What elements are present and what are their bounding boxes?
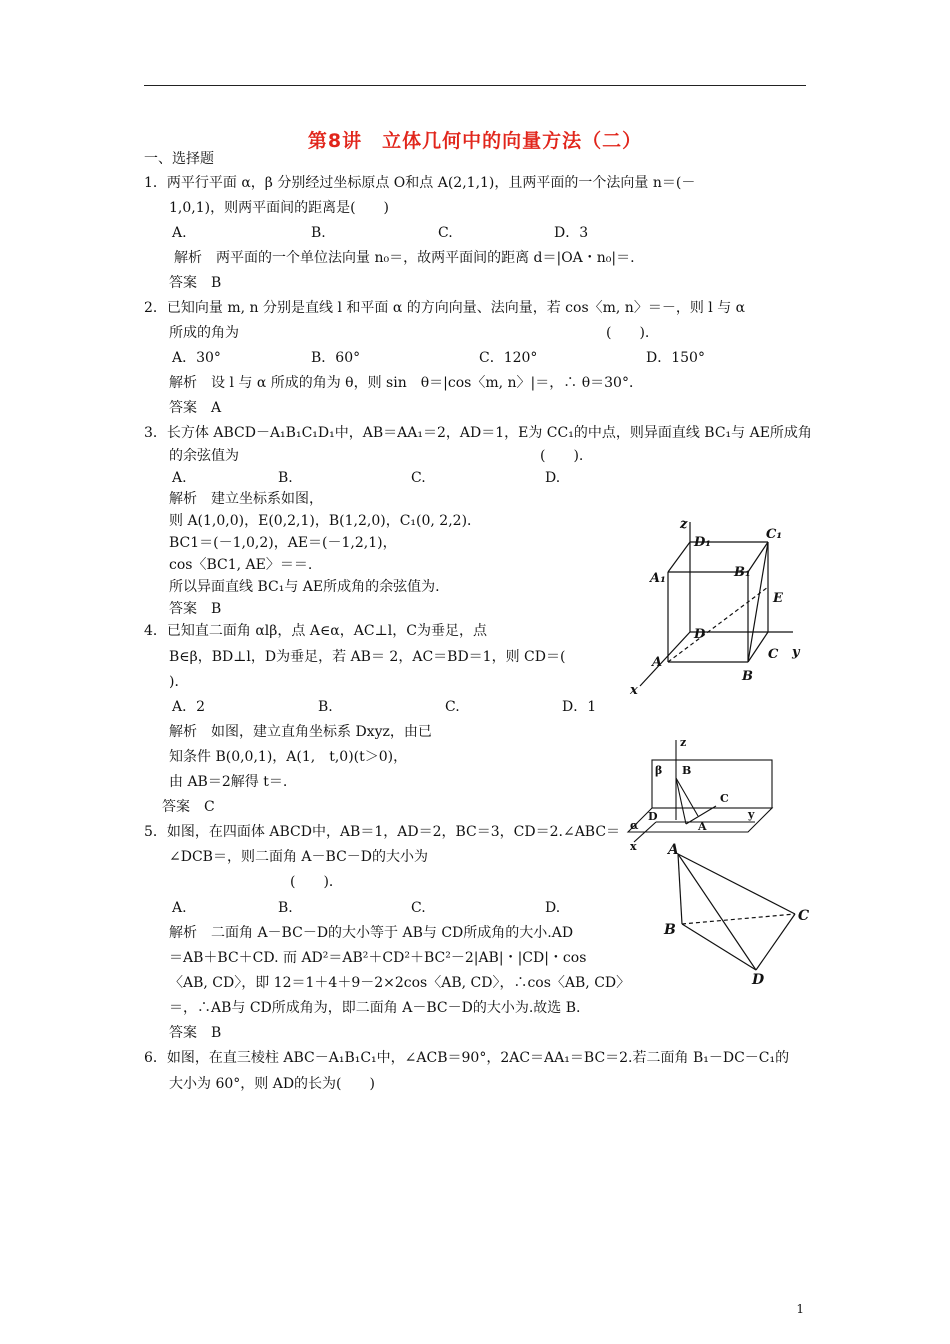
q4-option-d: D．1 (562, 699, 597, 715)
q1-analysis: 解析 两平面的一个单位法向量 n₀＝，故两平面间的距离 d＝|OA・n₀|＝. (174, 250, 635, 266)
q5-option-c: C. (411, 900, 426, 916)
q1-answer: 答案 B (169, 275, 222, 291)
q2-option-a: A．30° (172, 350, 221, 366)
q3-analysis-2: 则 A(1,0,0)，E(0,2,1)，B(1,2,0)，C₁(0, 2,2)． (169, 513, 482, 529)
page-number: 1 (796, 1302, 804, 1316)
q5-analysis-2: ＝AB＋BC＋CD. 而 AD²＝AB²＋CD²＋BC²－2|AB|・|CD|・cos (169, 950, 587, 966)
q5-option-d: D. (545, 900, 561, 916)
q2-option-c: C．120° (479, 350, 538, 366)
q3-option-a: A. (172, 470, 187, 486)
q3-answer: 答案 B (169, 601, 222, 617)
q3-line1: 3．长方体 ABCD－A₁B₁C₁D₁中，AB＝AA₁＝2，AD＝1，E为 CC₁的中点，则异面直线 BC₁与 AE所成角 (144, 425, 812, 441)
q2-answer: 答案 A (169, 400, 222, 416)
q4-analysis-3: 由 AB＝2解得 t＝. (169, 774, 288, 790)
fig2-label-c: C (720, 792, 729, 805)
q5-analysis-1: 解析 二面角 A－BC－D的大小等于 AB与 CD所成角的大小.AD (169, 925, 574, 941)
q5-analysis-4: ＝，∴AB与 CD所成角为，即二面角 A－BC－D的大小为.故选 B. (169, 1000, 581, 1016)
q1-option-d: D．3 (554, 225, 589, 241)
fig2-label-a: A (698, 820, 707, 833)
q3-analysis-1: 解析 建立坐标系如图， (169, 491, 323, 507)
q3-paren: ( ). (540, 448, 584, 464)
fig1-label-a1: A₁ (650, 571, 666, 586)
q3-option-c: C. (411, 470, 426, 486)
q5-paren: ( )． (290, 874, 343, 890)
q1-line2: 1,0,1)，则两平面间的距离是( ) (169, 200, 390, 216)
q3-option-b: B. (278, 470, 293, 486)
tetrahedron-figure (660, 842, 820, 988)
fig1-label-b1: B₁ (734, 565, 751, 580)
q3-option-d: D. (545, 470, 561, 486)
header-rule (144, 85, 806, 86)
fig1-label-d1: D₁ (694, 535, 711, 550)
q4-option-c: C. (445, 699, 460, 715)
cuboid-figure (618, 512, 818, 700)
q3-analysis-5: 所以异面直线 BC₁与 AE所成角的余弦值为. (169, 579, 440, 595)
q2-option-b: B．60° (311, 350, 361, 366)
fig1-label-e: E (773, 591, 783, 606)
q4-option-b: B. (318, 699, 333, 715)
q4-line2: B∈β，BD⊥l，D为垂足，若 AB＝ 2，AC＝BD＝1，则 CD＝( (169, 649, 566, 665)
q6-line1: 6．如图，在直三棱柱 ABC－A₁B₁C₁中，∠ACB＝90°，2AC＝AA₁＝BC＝2.若二面角 B₁－DC－C₁的 (144, 1050, 790, 1066)
fig3-label-b: B (664, 922, 676, 938)
fig1-label-x: x (630, 683, 638, 698)
fig2-label-x: x (630, 840, 637, 853)
fig1-label-c: C (768, 647, 779, 662)
q6-line2: 大小为 60°，则 AD的长为( ) (169, 1076, 375, 1092)
q2-paren: ( ). (606, 325, 650, 341)
q5-option-a: A. (172, 900, 187, 916)
q1-option-c: C. (438, 225, 453, 241)
fig1-label-a: A (652, 655, 663, 670)
section-heading: 一、选择题 (144, 151, 214, 167)
q4-line1: 4．已知直二面角 αlβ，点 A∈α，AC⊥l，C为垂足，点 (144, 623, 487, 639)
q3-analysis-4: cos〈BC1, AE〉＝＝. (169, 557, 313, 573)
q4-analysis-1: 解析 如图，建立直角坐标系 Dxyz，由已 (169, 724, 432, 740)
dihedral-figure (620, 734, 775, 854)
q3-analysis-3: BC1＝(－1,0,2)，AE＝(－1,2,1)， (169, 535, 397, 551)
fig2-label-d: D (648, 810, 658, 823)
fig2-label-z: z (680, 736, 687, 749)
fig1-label-c1: C₁ (766, 527, 783, 542)
q1-option-a: A. (172, 225, 187, 241)
fig2-label-y: y (748, 808, 755, 821)
q4-answer: 答案 C (162, 799, 215, 815)
q4-option-a: A．2 (172, 699, 206, 715)
lesson-title: 第8讲 立体几何中的向量方法（二） (307, 130, 643, 152)
q5-option-b: B. (278, 900, 293, 916)
q2-line1: 2．已知向量 m, n 分别是直线 l 和平面 α 的方向向量、法向量，若 cos〈m, n〉＝－，则 l 与 α (144, 300, 746, 316)
fig3-label-a: A (668, 842, 679, 858)
q1-option-b: B. (311, 225, 326, 241)
q2-option-d: D．150° (646, 350, 705, 366)
fig2-label-b: B (682, 764, 692, 777)
q5-answer: 答案 B (169, 1025, 222, 1041)
fig2-label-alpha: α (630, 819, 639, 832)
q2-analysis: 解析 设 l 与 α 所成的角为 θ，则 sin θ＝|cos〈m, n〉|＝，∴ θ＝30°． (169, 375, 643, 391)
fig1-label-z: z (680, 517, 688, 532)
q4-line3: )． (169, 674, 189, 690)
q5-line2: ∠DCB＝，则二面角 A－BC－D的大小为 (169, 849, 428, 865)
fig1-label-b: B (742, 669, 753, 684)
q1-line1: 1．两平行平面 α，β 分别经过坐标原点 O和点 A(2,1,1)，且两平面的一个法向量 n＝(－ (144, 175, 696, 191)
q3-line2: 的余弦值为 (169, 448, 239, 464)
q5-line1: 5．如图，在四面体 ABCD中，AB＝1，AD＝2，BC＝3，CD＝2.∠ABC＝ (144, 824, 621, 840)
fig1-label-d: D (694, 627, 706, 642)
fig1-label-y: y (792, 645, 800, 660)
fig2-label-beta: β (655, 764, 663, 777)
q2-line2: 所成的角为 (169, 325, 239, 341)
fig3-label-c: C (798, 908, 810, 924)
q5-analysis-3: 〈AB, CD〉，即 12＝1＋4＋9－2×2cos〈AB, CD〉，∴cos〈AB, CD〉 (169, 975, 631, 991)
q4-analysis-2: 知条件 B(0,0,1)，A(1, t,0)(t＞0)， (169, 749, 408, 765)
fig3-label-d: D (752, 972, 765, 988)
